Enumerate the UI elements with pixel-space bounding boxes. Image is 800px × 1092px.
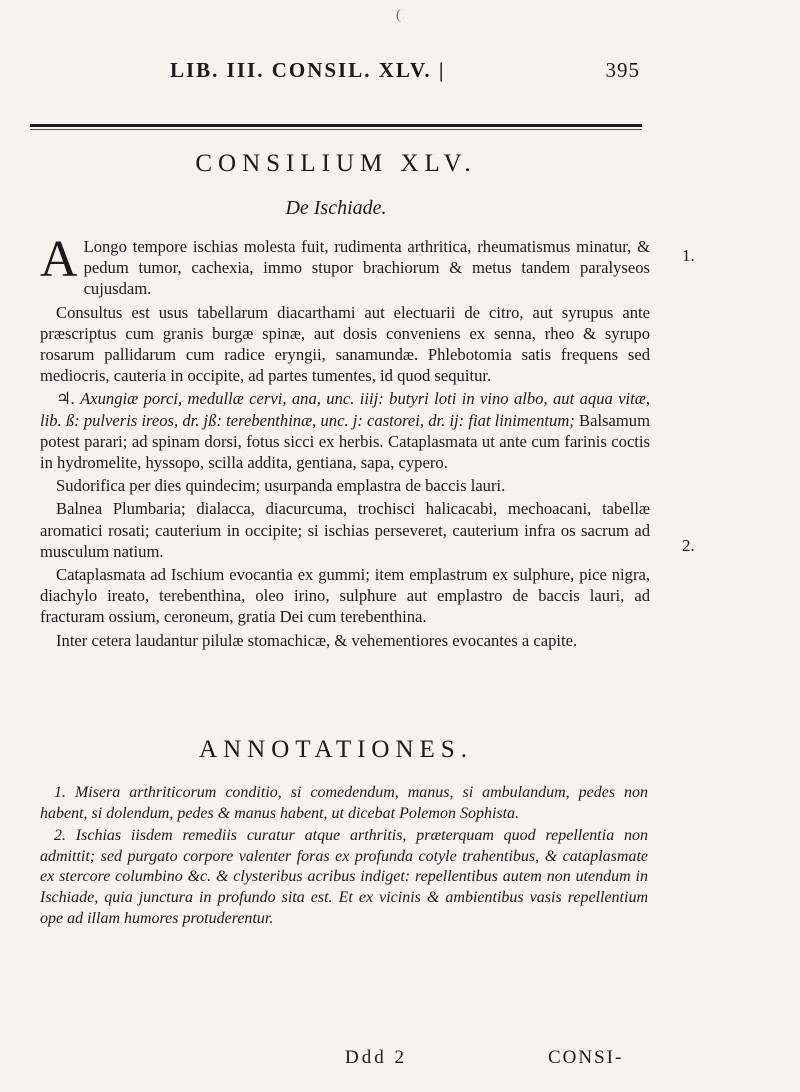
annotations-heading: ANNOTATIONES.: [199, 736, 473, 763]
header-rule: [30, 124, 642, 127]
paragraph: A Longo tempore ischias molesta fuit, rudimenta arthritica, rheumatismus minatur, & pedum tumor, cachexia, immo stupor brachiorum & metus tandem paralyseos cujusdam.: [40, 231, 650, 299]
chapter-heading: CONSILIUM XLV.: [195, 150, 477, 177]
body-text: [40, 231, 650, 653]
paragraph: Sudorifica per dies quindecim; usurpanda emplastra de baccis lauri.: [56, 476, 506, 496]
margin-note-number: 1.: [682, 246, 695, 265]
drop-cap: A: [40, 231, 78, 288]
running-head-title: LIB. III. CONSIL. XLV. |: [170, 58, 446, 82]
paragraph: ♃. Axungiæ porci, medullæ cervi, ana, unc. iiij: butyri loti in vino albo, aut aqua vitæ, lib. ß: pulveris ireos, dr. jß: terebenthinæ, unc. j: castorei, dr. ij: fiat linimentum; Balsamum potest parari; ad spinam dorsi, fotus sicci ex herbis. Cataplasmata ut ante cum farinis coctis in hydromelite, hyssopo, scilla addita, gentiana, sapa, cypero.: [40, 389, 650, 473]
paragraph: Cataplasmata ad Ischium evocantia ex gummi; item emplastrum ex sulphure, pice nigra, diachylo ireato, terebenthina, oleo irino, sulphure aut emplastro de baccis lauri, ad fracturam ossium, ceroneum, gratia Dei cum terebenthina.: [40, 565, 650, 627]
annotations-text: [40, 783, 648, 931]
catchword: CONSI-: [548, 1047, 624, 1068]
chapter-subheading: De Ischiade.: [285, 197, 387, 219]
paragraph: Balnea Plumbaria; dialacca, diacurcuma, trochisci halicacabi, mechoacani, tabellæ aromatici rosati; cauterium in occipite; si ischias perseveret, cauterium infra os sacrum ad musculum natium.: [40, 499, 650, 561]
margin-mark: (: [396, 8, 401, 23]
signature-mark: Ddd 2: [345, 1047, 407, 1068]
page-footer: [0, 1047, 800, 1073]
header-rule-thin: [30, 129, 642, 130]
paragraph: Consultus est usus tabellarum diacarthami aut electuarii de citro, aut syrupus ante præscriptus cum granis burgæ spinæ, aut dosis conveniens ex senna, rheo & syrupo rosarum pallidarum cum radice eryngii, sanamundæ. Phlebotomia satis frequens sed mediocris, cauteria in occipite, ad partes tumentes, id quod sequitur.: [40, 302, 650, 386]
annotation: 1. Misera arthriticorum conditio, si comedendum, manus, si ambulandum, pedes non habent, si dolendum, pedes & manus habent, ut dicebat Polemon Sophista.: [40, 784, 648, 822]
running-head: [170, 58, 640, 90]
page-number: 395: [605, 58, 640, 82]
annotation: 2. Ischias iisdem remediis curatur atque arthritis, præterquam quod repellentia non admittit; sed purgato corpore valenter foras ex profunda cotyle trahentibus, & cataplasmate ex stercore columbino &c. & clysteribus acribus indiget: repellentibus autem non utendum in Ischiade, quia junctura in profundo sita est. Et ex vicinis & ambientibus vasis repellentium ope ad illam humores protuderentur.: [40, 827, 648, 927]
recipe: ♃. Axungiæ porci, medullæ cervi, ana, unc. iiij: butyri loti in vino albo, aut aqua vitæ, lib. ß: pulveris ireos, dr. jß: terebenthinæ, unc. j: castorei, dr. ij: fiat linimentum;: [40, 389, 650, 430]
margin-note-number: 2.: [682, 536, 695, 555]
paragraph: Inter cetera laudantur pilulæ stomachicæ, & vehementiores evocantes a capite.: [56, 630, 578, 650]
